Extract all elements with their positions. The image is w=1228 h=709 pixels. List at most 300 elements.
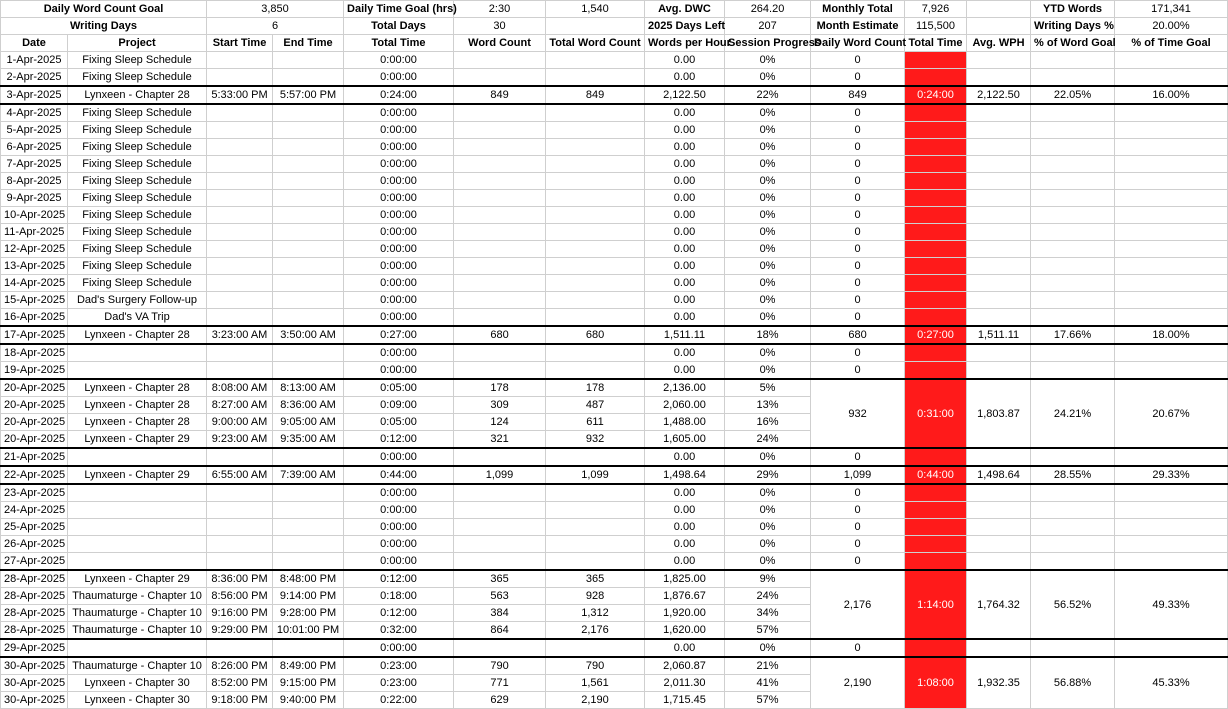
- avg-wph-cell[interactable]: [967, 448, 1031, 466]
- total-time-cell[interactable]: 0:12:00: [344, 605, 454, 622]
- pct-word-goal-cell[interactable]: [1031, 104, 1115, 122]
- total-time-cell[interactable]: 0:00:00: [344, 173, 454, 190]
- word-count-cell[interactable]: [454, 69, 546, 87]
- total-word-count-cell[interactable]: [546, 309, 645, 327]
- word-goal-value[interactable]: 3,850: [207, 1, 344, 18]
- total-word-count-cell[interactable]: [546, 484, 645, 502]
- daily-total-time-cell[interactable]: 1:14:00: [905, 570, 967, 639]
- session-progress-cell[interactable]: 0%: [725, 502, 811, 519]
- date-cell[interactable]: 24-Apr-2025: [1, 502, 68, 519]
- words-per-hour-cell[interactable]: 2,060.00: [645, 397, 725, 414]
- word-count-cell[interactable]: 790: [454, 657, 546, 675]
- total-time-cell[interactable]: 0:00:00: [344, 502, 454, 519]
- word-count-cell[interactable]: [454, 362, 546, 380]
- daily-word-count-cell[interactable]: 0: [811, 69, 905, 87]
- total-time-cell[interactable]: 0:05:00: [344, 414, 454, 431]
- total-word-count-cell[interactable]: [546, 502, 645, 519]
- pct-time-goal-cell[interactable]: [1115, 104, 1228, 122]
- avg-wph-cell[interactable]: [967, 553, 1031, 571]
- daily-total-time-cell[interactable]: [905, 519, 967, 536]
- session-progress-cell[interactable]: 0%: [725, 448, 811, 466]
- writing-days-pct-value[interactable]: 20.00%: [1115, 18, 1228, 35]
- date-cell[interactable]: 30-Apr-2025: [1, 657, 68, 675]
- total-time-cell[interactable]: 0:18:00: [344, 588, 454, 605]
- pct-time-goal-cell[interactable]: 45.33%: [1115, 657, 1228, 709]
- avg-wph-cell[interactable]: [967, 258, 1031, 275]
- date-cell[interactable]: 5-Apr-2025: [1, 122, 68, 139]
- project-cell[interactable]: Lynxeen - Chapter 29: [68, 466, 207, 484]
- start-time-cell[interactable]: 6:55:00 AM: [207, 466, 273, 484]
- word-goal-label[interactable]: Daily Word Count Goal: [1, 1, 207, 18]
- session-progress-cell[interactable]: 18%: [725, 326, 811, 344]
- total-time-cell[interactable]: 0:00:00: [344, 258, 454, 275]
- total-word-count-cell[interactable]: 1,312: [546, 605, 645, 622]
- end-time-cell[interactable]: [273, 344, 344, 362]
- total-word-count-cell[interactable]: [546, 519, 645, 536]
- word-count-cell[interactable]: 365: [454, 570, 546, 588]
- total-word-count-cell[interactable]: 178: [546, 379, 645, 397]
- pct-time-goal-cell[interactable]: [1115, 484, 1228, 502]
- date-cell[interactable]: 19-Apr-2025: [1, 362, 68, 380]
- total-word-count-cell[interactable]: [546, 344, 645, 362]
- empty-cell[interactable]: [967, 18, 1031, 35]
- end-time-cell[interactable]: [273, 241, 344, 258]
- total-word-count-cell[interactable]: 680: [546, 326, 645, 344]
- project-cell[interactable]: Fixing Sleep Schedule: [68, 52, 207, 69]
- start-time-cell[interactable]: 9:00:00 AM: [207, 414, 273, 431]
- total-word-count-cell[interactable]: [546, 139, 645, 156]
- total-time-cell[interactable]: 0:09:00: [344, 397, 454, 414]
- session-progress-cell[interactable]: 0%: [725, 122, 811, 139]
- words-per-hour-cell[interactable]: 1,825.00: [645, 570, 725, 588]
- pct-word-goal-cell[interactable]: [1031, 258, 1115, 275]
- pct-time-goal-cell[interactable]: [1115, 224, 1228, 241]
- words-per-hour-cell[interactable]: 0.00: [645, 207, 725, 224]
- pct-time-goal-cell[interactable]: [1115, 344, 1228, 362]
- avg-wph-cell[interactable]: [967, 190, 1031, 207]
- total-time-cell[interactable]: 0:12:00: [344, 570, 454, 588]
- total-time-cell[interactable]: 0:00:00: [344, 122, 454, 139]
- daily-word-count-cell[interactable]: 2,176: [811, 570, 905, 639]
- daily-word-count-cell[interactable]: 0: [811, 536, 905, 553]
- total-word-count-cell[interactable]: 1,099: [546, 466, 645, 484]
- words-per-hour-cell[interactable]: 0.00: [645, 519, 725, 536]
- daily-word-count-cell[interactable]: 0: [811, 122, 905, 139]
- project-cell[interactable]: Fixing Sleep Schedule: [68, 69, 207, 87]
- date-cell[interactable]: 11-Apr-2025: [1, 224, 68, 241]
- words-per-hour-cell[interactable]: 0.00: [645, 502, 725, 519]
- project-cell[interactable]: Lynxeen - Chapter 28: [68, 379, 207, 397]
- session-progress-cell[interactable]: 0%: [725, 519, 811, 536]
- total-time-cell[interactable]: 0:00:00: [344, 639, 454, 657]
- project-cell[interactable]: Fixing Sleep Schedule: [68, 258, 207, 275]
- word-count-cell[interactable]: [454, 639, 546, 657]
- session-progress-cell[interactable]: 24%: [725, 588, 811, 605]
- word-count-cell[interactable]: [454, 292, 546, 309]
- daily-total-time-cell[interactable]: [905, 173, 967, 190]
- project-cell[interactable]: Fixing Sleep Schedule: [68, 104, 207, 122]
- word-count-cell[interactable]: [454, 536, 546, 553]
- total-word-count-cell[interactable]: 2,190: [546, 692, 645, 709]
- date-cell[interactable]: 7-Apr-2025: [1, 156, 68, 173]
- start-time-cell[interactable]: 8:52:00 PM: [207, 675, 273, 692]
- daily-word-count-cell[interactable]: 0: [811, 241, 905, 258]
- project-cell[interactable]: Fixing Sleep Schedule: [68, 139, 207, 156]
- pct-time-goal-cell[interactable]: [1115, 519, 1228, 536]
- words-per-hour-cell[interactable]: 0.00: [645, 292, 725, 309]
- total-word-count-cell[interactable]: [546, 122, 645, 139]
- word-count-cell[interactable]: [454, 519, 546, 536]
- date-cell[interactable]: 23-Apr-2025: [1, 484, 68, 502]
- word-count-cell[interactable]: [454, 190, 546, 207]
- project-cell[interactable]: Thaumaturge - Chapter 10: [68, 605, 207, 622]
- daily-total-time-cell[interactable]: [905, 275, 967, 292]
- words-per-hour-cell[interactable]: 0.00: [645, 139, 725, 156]
- ytd-words-value[interactable]: 171,341: [1115, 1, 1228, 18]
- start-time-cell[interactable]: [207, 104, 273, 122]
- total-time-cell[interactable]: 0:00:00: [344, 309, 454, 327]
- total-time-cell[interactable]: 0:05:00: [344, 379, 454, 397]
- pct-time-goal-cell[interactable]: [1115, 241, 1228, 258]
- words-per-hour-cell[interactable]: 0.00: [645, 173, 725, 190]
- session-progress-cell[interactable]: 0%: [725, 536, 811, 553]
- total-time-cell[interactable]: 0:00:00: [344, 52, 454, 69]
- header-daily-word-count[interactable]: Daily Word Count: [811, 35, 905, 52]
- pct-word-goal-cell[interactable]: [1031, 309, 1115, 327]
- words-per-hour-cell[interactable]: 1,511.11: [645, 326, 725, 344]
- header-avg-wph[interactable]: Avg. WPH: [967, 35, 1031, 52]
- words-per-hour-cell[interactable]: 0.00: [645, 224, 725, 241]
- project-cell[interactable]: Thaumaturge - Chapter 10: [68, 588, 207, 605]
- monthly-total-label[interactable]: Monthly Total: [811, 1, 905, 18]
- avg-wph-cell[interactable]: [967, 309, 1031, 327]
- words-per-hour-cell[interactable]: 2,122.50: [645, 86, 725, 104]
- daily-total-time-cell[interactable]: [905, 52, 967, 69]
- word-count-cell[interactable]: 629: [454, 692, 546, 709]
- month-estimate-label[interactable]: Month Estimate: [811, 18, 905, 35]
- start-time-cell[interactable]: [207, 519, 273, 536]
- total-time-cell[interactable]: 0:00:00: [344, 275, 454, 292]
- header-session-progress[interactable]: Session Progress: [725, 35, 811, 52]
- start-time-cell[interactable]: [207, 173, 273, 190]
- end-time-cell[interactable]: [273, 173, 344, 190]
- word-count-cell[interactable]: [454, 207, 546, 224]
- avg-wph-cell[interactable]: [967, 207, 1031, 224]
- total-word-count-cell[interactable]: 365: [546, 570, 645, 588]
- project-cell[interactable]: Lynxeen - Chapter 28: [68, 397, 207, 414]
- start-time-cell[interactable]: [207, 52, 273, 69]
- end-time-cell[interactable]: 9:14:00 PM: [273, 588, 344, 605]
- pct-word-goal-cell[interactable]: [1031, 207, 1115, 224]
- total-time-cell[interactable]: 0:00:00: [344, 292, 454, 309]
- words-per-hour-cell[interactable]: 0.00: [645, 484, 725, 502]
- date-cell[interactable]: 14-Apr-2025: [1, 275, 68, 292]
- word-count-cell[interactable]: [454, 173, 546, 190]
- total-word-count-cell[interactable]: 1,561: [546, 675, 645, 692]
- avg-wph-cell[interactable]: 1,932.35: [967, 657, 1031, 709]
- pct-time-goal-cell[interactable]: [1115, 139, 1228, 156]
- daily-word-count-cell[interactable]: 932: [811, 379, 905, 448]
- words-per-hour-cell[interactable]: 2,136.00: [645, 379, 725, 397]
- session-progress-cell[interactable]: 41%: [725, 675, 811, 692]
- daily-total-time-cell[interactable]: [905, 362, 967, 380]
- session-progress-cell[interactable]: 0%: [725, 69, 811, 87]
- daily-word-count-cell[interactable]: 0: [811, 448, 905, 466]
- daily-word-count-cell[interactable]: 0: [811, 207, 905, 224]
- start-time-cell[interactable]: [207, 69, 273, 87]
- pct-word-goal-cell[interactable]: [1031, 190, 1115, 207]
- pct-time-goal-cell[interactable]: [1115, 52, 1228, 69]
- daily-word-count-cell[interactable]: 0: [811, 344, 905, 362]
- pct-word-goal-cell[interactable]: [1031, 292, 1115, 309]
- pct-time-goal-cell[interactable]: [1115, 156, 1228, 173]
- total-time-cell[interactable]: 0:00:00: [344, 448, 454, 466]
- daily-word-count-cell[interactable]: 680: [811, 326, 905, 344]
- date-cell[interactable]: 18-Apr-2025: [1, 344, 68, 362]
- word-count-cell[interactable]: [454, 122, 546, 139]
- daily-total-time-cell[interactable]: 1:08:00: [905, 657, 967, 709]
- daily-total-time-cell[interactable]: [905, 502, 967, 519]
- date-cell[interactable]: 29-Apr-2025: [1, 639, 68, 657]
- pct-time-goal-cell[interactable]: [1115, 639, 1228, 657]
- header-words-per-hour[interactable]: Words per Hour: [645, 35, 725, 52]
- project-cell[interactable]: [68, 519, 207, 536]
- pct-word-goal-cell[interactable]: [1031, 122, 1115, 139]
- word-count-cell[interactable]: [454, 224, 546, 241]
- session-progress-cell[interactable]: 9%: [725, 570, 811, 588]
- avg-wph-cell[interactable]: [967, 139, 1031, 156]
- project-cell[interactable]: Lynxeen - Chapter 28: [68, 414, 207, 431]
- project-cell[interactable]: [68, 484, 207, 502]
- start-time-cell[interactable]: [207, 344, 273, 362]
- word-count-cell[interactable]: [454, 448, 546, 466]
- total-word-count-cell[interactable]: [546, 639, 645, 657]
- avg-wph-cell[interactable]: [967, 639, 1031, 657]
- total-time-cell[interactable]: 0:00:00: [344, 536, 454, 553]
- session-progress-cell[interactable]: 0%: [725, 344, 811, 362]
- words-per-hour-cell[interactable]: 2,060.87: [645, 657, 725, 675]
- avg-wph-cell[interactable]: [967, 536, 1031, 553]
- pct-word-goal-cell[interactable]: 17.66%: [1031, 326, 1115, 344]
- end-time-cell[interactable]: [273, 139, 344, 156]
- project-cell[interactable]: Thaumaturge - Chapter 10: [68, 657, 207, 675]
- total-time-cell[interactable]: 0:44:00: [344, 466, 454, 484]
- session-progress-cell[interactable]: 0%: [725, 156, 811, 173]
- avg-wph-cell[interactable]: [967, 173, 1031, 190]
- total-word-count-cell[interactable]: 790: [546, 657, 645, 675]
- daily-total-time-cell[interactable]: [905, 448, 967, 466]
- header-pct-word-goal[interactable]: % of Word Goal: [1031, 35, 1115, 52]
- start-time-cell[interactable]: [207, 190, 273, 207]
- pct-word-goal-cell[interactable]: [1031, 502, 1115, 519]
- session-progress-cell[interactable]: 0%: [725, 139, 811, 156]
- monthly-total-value[interactable]: 7,926: [905, 1, 967, 18]
- date-cell[interactable]: 4-Apr-2025: [1, 104, 68, 122]
- daily-word-count-cell[interactable]: 0: [811, 639, 905, 657]
- end-time-cell[interactable]: [273, 519, 344, 536]
- words-per-hour-cell[interactable]: 0.00: [645, 104, 725, 122]
- words-per-hour-cell[interactable]: 0.00: [645, 122, 725, 139]
- word-count-cell[interactable]: [454, 502, 546, 519]
- project-cell[interactable]: Dad's Surgery Follow-up: [68, 292, 207, 309]
- word-count-cell[interactable]: [454, 484, 546, 502]
- total-time-cell[interactable]: 0:00:00: [344, 224, 454, 241]
- daily-word-count-cell[interactable]: 0: [811, 362, 905, 380]
- word-count-cell[interactable]: 384: [454, 605, 546, 622]
- daily-word-count-cell[interactable]: 0: [811, 139, 905, 156]
- daily-word-count-cell[interactable]: 0: [811, 190, 905, 207]
- end-time-cell[interactable]: 9:40:00 PM: [273, 692, 344, 709]
- header-daily-total-time[interactable]: Total Time: [905, 35, 967, 52]
- start-time-cell[interactable]: [207, 258, 273, 275]
- total-word-count-cell[interactable]: 932: [546, 431, 645, 449]
- project-cell[interactable]: Fixing Sleep Schedule: [68, 190, 207, 207]
- end-time-cell[interactable]: 9:35:00 AM: [273, 431, 344, 449]
- project-cell[interactable]: [68, 639, 207, 657]
- start-time-cell[interactable]: [207, 553, 273, 571]
- pct-time-goal-cell[interactable]: 16.00%: [1115, 86, 1228, 104]
- header-total-word-count[interactable]: Total Word Count: [546, 35, 645, 52]
- words-per-hour-cell[interactable]: 0.00: [645, 344, 725, 362]
- avg-wph-cell[interactable]: [967, 344, 1031, 362]
- start-time-cell[interactable]: 9:16:00 PM: [207, 605, 273, 622]
- date-cell[interactable]: 16-Apr-2025: [1, 309, 68, 327]
- total-time-cell[interactable]: 0:00:00: [344, 139, 454, 156]
- words-per-hour-cell[interactable]: 1,876.67: [645, 588, 725, 605]
- avg-wph-cell[interactable]: [967, 241, 1031, 258]
- daily-total-time-cell[interactable]: [905, 241, 967, 258]
- date-cell[interactable]: 25-Apr-2025: [1, 519, 68, 536]
- avg-wph-cell[interactable]: 1,498.64: [967, 466, 1031, 484]
- session-progress-cell[interactable]: 29%: [725, 466, 811, 484]
- daily-total-time-cell[interactable]: [905, 69, 967, 87]
- end-time-cell[interactable]: 9:15:00 PM: [273, 675, 344, 692]
- total-days-value[interactable]: 30: [454, 18, 546, 35]
- end-time-cell[interactable]: 7:39:00 AM: [273, 466, 344, 484]
- daily-word-count-cell[interactable]: 0: [811, 309, 905, 327]
- pct-word-goal-cell[interactable]: 28.55%: [1031, 466, 1115, 484]
- start-time-cell[interactable]: [207, 156, 273, 173]
- end-time-cell[interactable]: [273, 190, 344, 207]
- session-progress-cell[interactable]: 16%: [725, 414, 811, 431]
- session-progress-cell[interactable]: 0%: [725, 241, 811, 258]
- total-word-count-cell[interactable]: [546, 362, 645, 380]
- start-time-cell[interactable]: 8:08:00 AM: [207, 379, 273, 397]
- total-time-cell[interactable]: 0:12:00: [344, 431, 454, 449]
- word-count-cell[interactable]: 563: [454, 588, 546, 605]
- end-time-cell[interactable]: 10:01:00 PM: [273, 622, 344, 640]
- total-time-cell[interactable]: 0:00:00: [344, 241, 454, 258]
- daily-total-time-cell[interactable]: [905, 190, 967, 207]
- daily-total-time-cell[interactable]: 0:31:00: [905, 379, 967, 448]
- project-cell[interactable]: Fixing Sleep Schedule: [68, 122, 207, 139]
- start-time-cell[interactable]: 9:18:00 PM: [207, 692, 273, 709]
- start-time-cell[interactable]: 8:27:00 AM: [207, 397, 273, 414]
- daily-word-count-cell[interactable]: 0: [811, 156, 905, 173]
- avg-wph-cell[interactable]: 2,122.50: [967, 86, 1031, 104]
- start-time-cell[interactable]: 8:36:00 PM: [207, 570, 273, 588]
- daily-total-time-cell[interactable]: [905, 344, 967, 362]
- date-cell[interactable]: 6-Apr-2025: [1, 139, 68, 156]
- total-word-count-cell[interactable]: [546, 241, 645, 258]
- avg-dwc-label[interactable]: Avg. DWC: [645, 1, 725, 18]
- date-cell[interactable]: 10-Apr-2025: [1, 207, 68, 224]
- start-time-cell[interactable]: [207, 639, 273, 657]
- daily-total-time-cell[interactable]: [905, 139, 967, 156]
- daily-word-count-cell[interactable]: 0: [811, 519, 905, 536]
- header-pct-time-goal[interactable]: % of Time Goal: [1115, 35, 1228, 52]
- header-date[interactable]: Date: [1, 35, 68, 52]
- daily-total-time-cell[interactable]: [905, 224, 967, 241]
- daily-total-time-cell[interactable]: 0:44:00: [905, 466, 967, 484]
- month-estimate-value[interactable]: 115,500: [905, 18, 967, 35]
- date-cell[interactable]: 20-Apr-2025: [1, 414, 68, 431]
- header-end-time[interactable]: End Time: [273, 35, 344, 52]
- daily-total-time-cell[interactable]: [905, 553, 967, 571]
- session-progress-cell[interactable]: 13%: [725, 397, 811, 414]
- word-count-cell[interactable]: [454, 139, 546, 156]
- word-count-cell[interactable]: [454, 344, 546, 362]
- end-time-cell[interactable]: [273, 52, 344, 69]
- project-cell[interactable]: Lynxeen - Chapter 29: [68, 431, 207, 449]
- session-progress-cell[interactable]: 22%: [725, 86, 811, 104]
- end-time-cell[interactable]: [273, 207, 344, 224]
- daily-total-time-cell[interactable]: [905, 156, 967, 173]
- pct-word-goal-cell[interactable]: [1031, 52, 1115, 69]
- avg-wph-cell[interactable]: [967, 362, 1031, 380]
- date-cell[interactable]: 30-Apr-2025: [1, 692, 68, 709]
- project-cell[interactable]: Lynxeen - Chapter 30: [68, 675, 207, 692]
- end-time-cell[interactable]: [273, 639, 344, 657]
- date-cell[interactable]: 22-Apr-2025: [1, 466, 68, 484]
- word-count-cell[interactable]: 680: [454, 326, 546, 344]
- end-time-cell[interactable]: [273, 536, 344, 553]
- word-count-cell[interactable]: 849: [454, 86, 546, 104]
- word-count-cell[interactable]: [454, 258, 546, 275]
- word-count-cell[interactable]: 1,099: [454, 466, 546, 484]
- pct-word-goal-cell[interactable]: [1031, 241, 1115, 258]
- pct-time-goal-cell[interactable]: [1115, 309, 1228, 327]
- end-time-cell[interactable]: [273, 104, 344, 122]
- total-time-cell[interactable]: 0:27:00: [344, 326, 454, 344]
- date-cell[interactable]: 26-Apr-2025: [1, 536, 68, 553]
- start-time-cell[interactable]: 5:33:00 PM: [207, 86, 273, 104]
- pct-word-goal-cell[interactable]: [1031, 448, 1115, 466]
- date-cell[interactable]: 20-Apr-2025: [1, 397, 68, 414]
- session-progress-cell[interactable]: 0%: [725, 224, 811, 241]
- header-total-time[interactable]: Total Time: [344, 35, 454, 52]
- total-time-cell[interactable]: 0:32:00: [344, 622, 454, 640]
- pct-time-goal-cell[interactable]: 20.67%: [1115, 379, 1228, 448]
- avg-wph-cell[interactable]: 1,803.87: [967, 379, 1031, 448]
- total-word-count-cell[interactable]: [546, 275, 645, 292]
- total-word-count-cell[interactable]: [546, 190, 645, 207]
- pct-word-goal-cell[interactable]: 22.05%: [1031, 86, 1115, 104]
- avg-wph-cell[interactable]: [967, 122, 1031, 139]
- daily-total-time-cell[interactable]: [905, 122, 967, 139]
- project-cell[interactable]: Fixing Sleep Schedule: [68, 207, 207, 224]
- project-cell[interactable]: [68, 362, 207, 380]
- session-progress-cell[interactable]: 0%: [725, 553, 811, 571]
- daily-word-count-cell[interactable]: 0: [811, 224, 905, 241]
- total-time-cell[interactable]: 0:00:00: [344, 69, 454, 87]
- end-time-cell[interactable]: 5:57:00 PM: [273, 86, 344, 104]
- project-cell[interactable]: Fixing Sleep Schedule: [68, 173, 207, 190]
- time-goal-label[interactable]: Daily Time Goal (hrs): [344, 1, 454, 18]
- words-per-hour-cell[interactable]: 1,715.45: [645, 692, 725, 709]
- daily-word-count-cell[interactable]: 2,190: [811, 657, 905, 709]
- total-time-cell[interactable]: 0:00:00: [344, 519, 454, 536]
